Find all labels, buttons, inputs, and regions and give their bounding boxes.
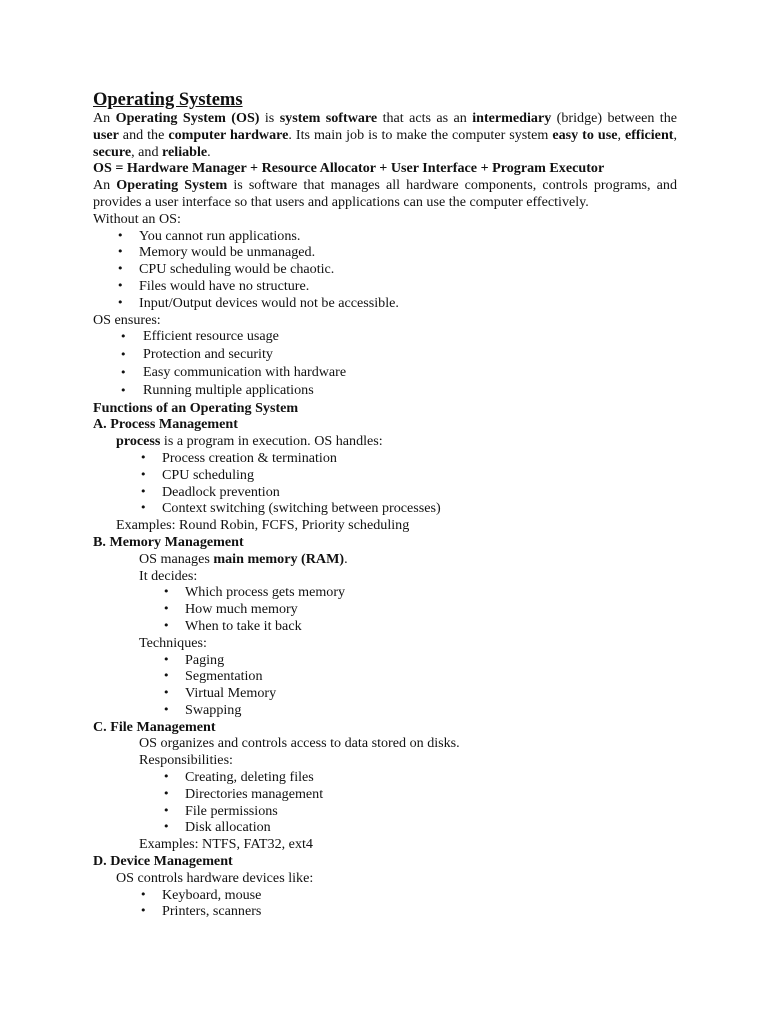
section-b-techniques-label: Techniques: [139, 634, 207, 651]
os-formula: OS = Hardware Manager + Resource Allocator + User Interface + Program Executor [93, 160, 605, 177]
list-item: • File permissions [93, 803, 677, 820]
os-ensures-list [93, 328, 677, 399]
list-item: • Directories management [93, 786, 677, 803]
list-item: • Easy communication with hardware [93, 364, 677, 382]
list-item: • Which process gets memory [93, 584, 677, 601]
list-item: • Disk allocation [93, 819, 677, 836]
os-definition-paragraph: An Operating System is software that manages all hardware components, controls programs, and provides a user interface so that users and applications can use the computer effectively. [93, 177, 677, 210]
list-item: • Segmentation [93, 668, 677, 685]
without-os-list [93, 228, 677, 312]
list-item: • Files would have no structure. [93, 278, 677, 295]
list-item: • Printers, scanners [93, 903, 677, 920]
list-item: • Context switching (switching between processes) [93, 500, 677, 517]
list-item: • Memory would be unmanaged. [93, 244, 677, 261]
list-item: • Running multiple applications [93, 382, 677, 400]
functions-heading: Functions of an Operating System [93, 399, 299, 416]
list-item: • Creating, deleting files [93, 769, 677, 786]
section-b-decides-label: It decides: [139, 567, 198, 584]
section-d-intro: OS controls hardware devices like: [116, 869, 314, 886]
intro-paragraph: An Operating System (OS) is system software that acts as an intermediary (bridge) between the user and the computer hardware. Its main job is to make the computer system easy to use, efficient, secure, and reliable. [93, 110, 678, 160]
list-item: • Keyboard, mouse [93, 887, 677, 904]
list-item: • Process creation & termination [93, 450, 677, 467]
list-item: • When to take it back [93, 618, 677, 635]
list-item: • Efficient resource usage [93, 328, 677, 346]
section-c-responsibilities-label: Responsibilities: [139, 752, 233, 769]
section-b-techniques-list [93, 652, 677, 719]
section-a-list [93, 450, 677, 517]
section-c-intro: OS organizes and controls access to data stored on disks. [139, 735, 460, 752]
section-b-decides-list [93, 584, 677, 634]
section-c-responsibilities-list [93, 769, 677, 836]
list-item: • How much memory [93, 601, 677, 618]
list-item: • Swapping [93, 702, 677, 719]
list-item: • Paging [93, 652, 677, 669]
section-b-heading: B. Memory Management [93, 533, 244, 550]
list-item: • You cannot run applications. [93, 228, 677, 245]
section-a-intro: process is a program in execution. OS handles: [116, 433, 383, 450]
section-c-examples: Examples: NTFS, FAT32, ext4 [139, 836, 313, 853]
list-item: • Virtual Memory [93, 685, 677, 702]
section-d-heading: D. Device Management [93, 853, 233, 870]
list-item: • Protection and security [93, 346, 677, 364]
list-item: • Deadlock prevention [93, 484, 677, 501]
section-c-heading: C. File Management [93, 718, 216, 735]
document-title: Operating Systems [93, 90, 243, 110]
section-a-examples: Examples: Round Robin, FCFS, Priority scheduling [116, 517, 410, 534]
section-a-heading: A. Process Management [93, 416, 238, 433]
document-page [93, 89, 677, 920]
os-ensures-label: OS ensures: [93, 311, 161, 328]
list-item: • CPU scheduling would be chaotic. [93, 261, 677, 278]
list-item: • CPU scheduling [93, 467, 677, 484]
without-os-label: Without an OS: [93, 210, 181, 227]
list-item: • Input/Output devices would not be accessible. [93, 295, 677, 312]
section-d-list [93, 887, 677, 921]
section-b-intro: OS manages main memory (RAM). [139, 550, 348, 567]
